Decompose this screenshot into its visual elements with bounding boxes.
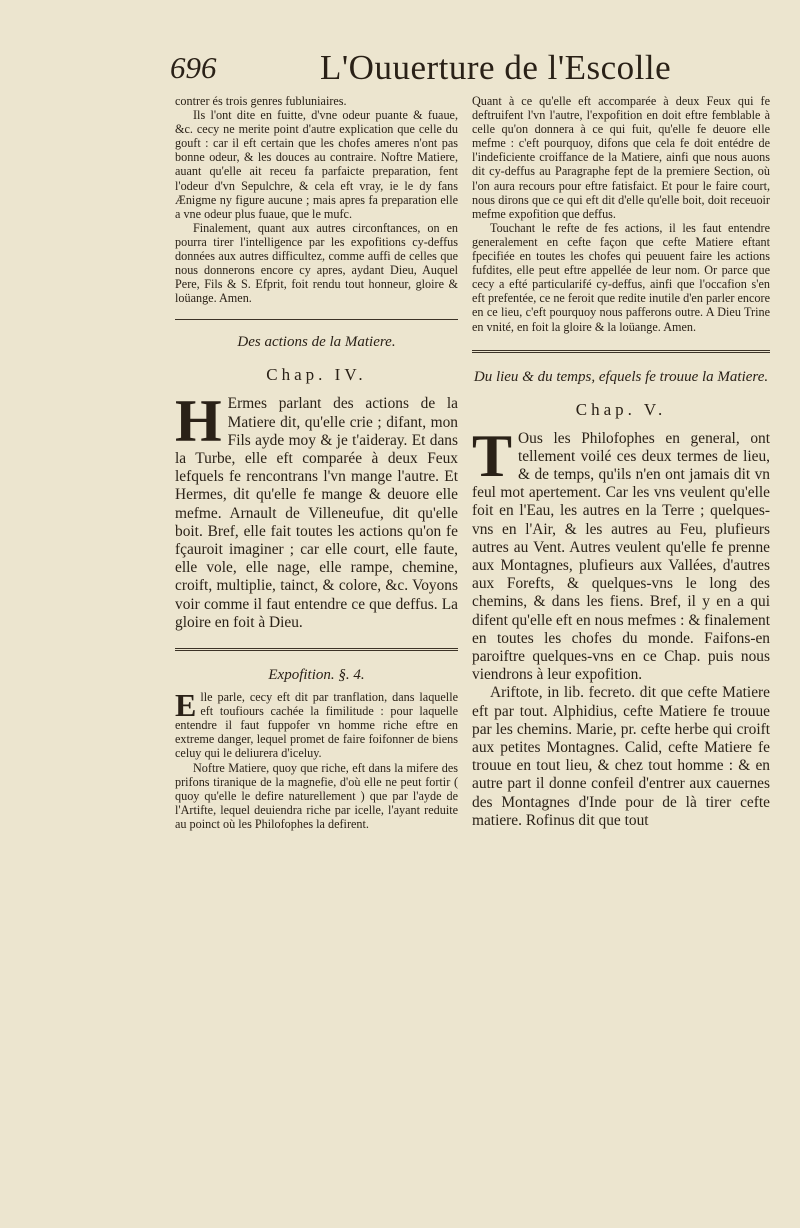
- chapter-heading: Chap. V.: [575, 399, 667, 419]
- paragraph: [175, 687, 458, 761]
- paragraph: Finalement, quant aux autres circonftances, on en pourra tirer l'intelligence par les expofitions cy-deffus données aux autres difficultez, comme auffi de celles que nous donnerons encore cy apres, aydant Dieu, Auquel Pere, Fils & S. Efprit, foit rendu tout honneur, gloire & loüange. Amen.: [175, 220, 458, 306]
- page-number: 696: [170, 50, 217, 85]
- section-heading: Des actions de la Matiere.: [237, 334, 396, 351]
- section-heading: Expofition. §. 4.: [268, 667, 365, 684]
- paragraph-text: Ous les Philofophes en general, ont tellement voilé ces deux termes de lieu, & de temps, qu'ils n'en ont jamais dit vn feul mot apertement. Car les vns veulent qu'elle foit en l'Eau, les autres en la Terre ; quelques-vns en l'Air, & les autres au Feu, plufieurs autres au Vent. Autres veulent qu'elle fe prenne aux Montagnes, plufieurs aux Vallées, d'autres aux Forefts, & quelques-vns le long des chemins, & dans les fiens. Bref, il y en a qui difent qu'elle eft en nous mefmes : & finalement en toutes les chofes du monde. Faifons-en paroiftre quelques-vns en ce Chap. puis nous viendrons à leur expofition.: [472, 429, 770, 684]
- paragraph: Touchant le refte de fes actions, il les faut entendre generalement en cefte façon que cefte Matiere eftant fpecifiée en toutes les chofes qui peuuent faire les actions fufdites, elle peut eftre appellée de leur nom. Or parce que cecy a efté particularifé cy-deffus, ainfi que l'occafion s'en eft prefentée, ce ne feroit que redite inutile d'en parler encore en ce lieu, c'eft pourquoy nous pafferons outre. A Dieu Trine en vnité, en foit la gloire & la loüange. Amen.: [472, 220, 770, 334]
- paragraph-text: lle parle, cecy eft dit par tranflation, dans laquelle eft toufiours cachée la fimilitude : pour laquelle entendre il faut fuppofer vn homme riche eftre en extreme danger, lequel promet de faire foifonner de biens celuy qui le deliurera d'iceluy.: [175, 690, 458, 761]
- divider: [175, 648, 458, 651]
- section-heading: Du lieu & du temps, efquels fe trouue la Matiere.: [473, 368, 769, 385]
- drop-cap: H: [175, 388, 222, 455]
- right-column: [472, 94, 770, 830]
- left-column: [175, 94, 458, 831]
- paragraph-text: Ermes parlant des actions de la Matiere dit, qu'elle crie ; difant, mon Fils ayde moy & je t'aideray. Et dans la Turbe, elle eft comparée à deux Feux lefquels fe rencontrans l'vn mange l'autre. Et Hermes, dit qu'elle fe mange & deuore elle mefme. Arnault de Villeneufue, dit qu'elle boit. Bref, elle fait toutes les actions qu'on fe fçauroit imaginer ; car elle court, elle faute, elle vole, elle nage, elle rampe, chemine, croift, multiplie, tainct, & colore, &c. Voyons voir comme il faut entendre ce que deffus. La gloire en foit à Dieu.: [175, 395, 458, 631]
- divider: [175, 319, 458, 320]
- paragraph: Noftre Matiere, quoy que riche, eft dans la mifere des prifons tiranique de la magnefie, d'où elle ne peut fortir ( quoy qu'elle le defire naturellement ) que par l'ayde de l'Artifte, lequel deuiendra riche par icelle, l'ayant reduite au poinct où les Philofophes la defirent.: [175, 760, 458, 831]
- paragraph: [175, 388, 458, 632]
- drop-cap: T: [472, 422, 513, 489]
- paragraph: contrer és trois genres fubluniaires.: [175, 94, 347, 108]
- drop-cap: E: [175, 687, 197, 724]
- paragraph: [472, 422, 770, 685]
- page-header: [170, 48, 760, 94]
- paragraph: Quant à ce qu'elle eft accomparée à deux Feux qui fe deftruifent l'vn l'autre, l'expofition en doit eftre femblable à celle qu'on donnera à ce qui fuit, qu'elle fe deuore elle mefme : c'eft pourquoy, difons que cela fe doit entédre de l'indeficiente croiffance de la Matiere, ainfi que nous auons dit cy-deffus au Paragraphe fept de la premiere Section, où l'on aura recours pour eftre fatisfaict. Et pour le faire court, nous dirons que ce qui eft dit d'elle qu'elle boit, doit receuoir mefme expofition que deffus.: [472, 94, 770, 221]
- paragraph: Ils l'ont dite en fuitte, d'vne odeur puante & fuaue, &c. cecy ne merite point d'autre explication que celle du gouft : car il eft certain que les chofes ameres n'ont pas bonne odeur, & les douces au contraire. Noftre Matiere, auant qu'elle ait receu fa parfaicte preparation, fent l'odeur d'vn Sepulchre, & cela eft vray, ie le dy fans Ænigme ny figure aucune ; mais apres fa preparation elle a vne odeur plus fuaue, que le mufc.: [175, 108, 458, 221]
- paragraph: Ariftote, in lib. fecreto. dit que cefte Matiere eft par tout. Alphidius, cefte Matiere fe trouue par les chemins. Marie, pr. cefte herbe qui croift aux petites Montagnes. Calid, cefte Matiere fe trouue en tout lieu, & chez tout homme : & en autre part il donne confeil d'entrer aux cauernes des Montagnes d'Inde pour de là tirer cefte matiere. Rofinus dit que tout: [472, 684, 770, 829]
- running-title: L'Ouuerture de l'Escolle: [320, 48, 672, 87]
- chapter-heading: Chap. IV.: [266, 365, 367, 385]
- divider: [472, 350, 770, 353]
